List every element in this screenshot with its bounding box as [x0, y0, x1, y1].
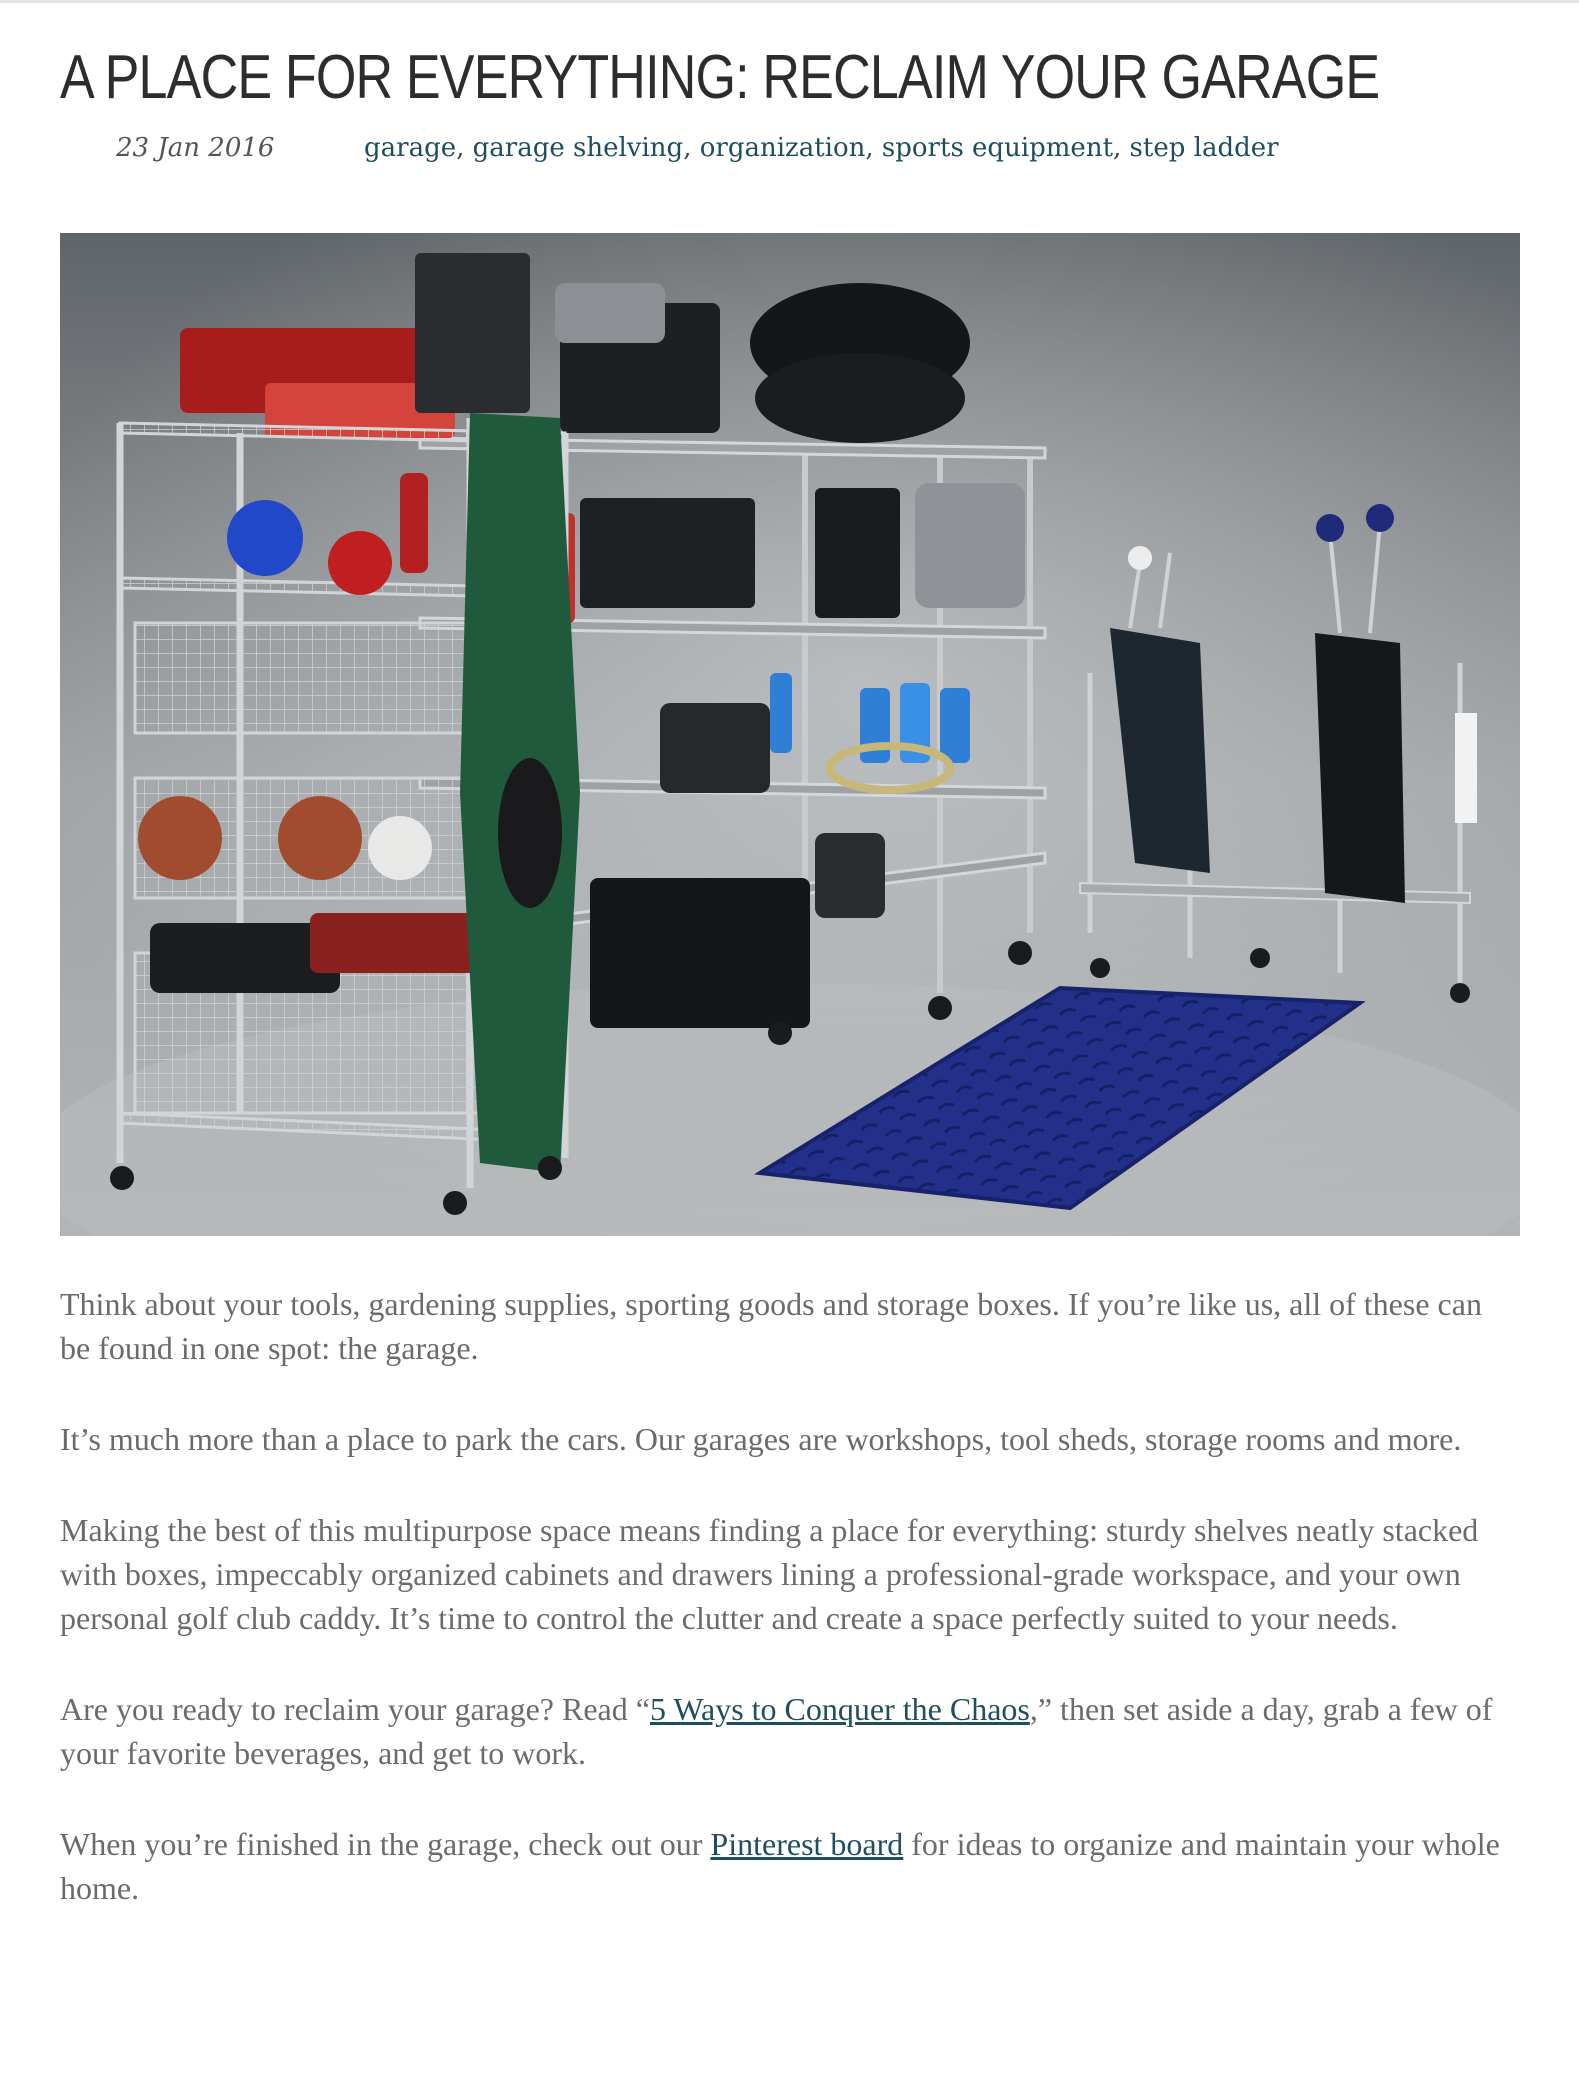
tag-link-garage-shelving[interactable]: garage shelving — [472, 133, 684, 163]
article-meta — [0, 133, 1579, 173]
tag-list: garage, garage shelving, organization, sports equipment, step ladder — [364, 133, 1279, 163]
garage-shelving-photo — [60, 233, 1520, 1236]
article-title: A PLACE FOR EVERYTHING: RECLAIM YOUR GARAGE — [60, 43, 1380, 112]
paragraph-pinterest-text-before: When you’re finished in the garage, check out our — [60, 1826, 711, 1862]
tag-link-organization[interactable]: organization — [699, 133, 866, 163]
paragraph-multipurpose: Making the best of this multipurpose space means finding a place for everything: sturdy shelves neatly stacked with boxes, impeccably organized cabinets and drawers lining a professional-grade workspace, and your own personal golf club caddy. It’s time to control the clutter and create a space perfectly suited to your needs. — [60, 1512, 1479, 1636]
paragraph-pinterest — [60, 1822, 1520, 1910]
pinterest-board-link[interactable]: Pinterest board — [710, 1826, 904, 1862]
tag-link-step-ladder[interactable]: step ladder — [1129, 133, 1279, 163]
tag-link-sports-equipment[interactable]: sports equipment — [881, 133, 1114, 163]
top-divider — [0, 0, 1579, 3]
paragraph-reclaim-text-before: Are you ready to reclaim your garage? Read “ — [60, 1691, 650, 1727]
paragraph-reclaim-text-after: ,” then set aside a day, grab a few of your favorite beverages, and get to work. — [60, 1691, 1493, 1771]
paragraph-reclaim — [60, 1687, 1520, 1775]
paragraph-intro: Think about your tools, gardening supplies, sporting goods and storage boxes. If you’re like us, all of these can be found in one spot: the garage. — [60, 1286, 1482, 1366]
paragraph-workshops: It’s much more than a place to park the cars. Our garages are workshops, tool sheds, storage rooms and more. — [60, 1421, 1462, 1457]
article-date: 23 Jan 2016 — [116, 133, 275, 163]
blue-helmet — [227, 500, 303, 576]
golf-bag-right — [1315, 633, 1405, 903]
paragraph-pinterest-text-after: for ideas to organize and maintain your whole home. — [60, 1826, 1500, 1906]
article-body — [60, 1282, 1520, 1957]
conquer-chaos-link[interactable]: 5 Ways to Conquer the Chaos — [649, 1691, 1030, 1727]
tag-link-garage[interactable]: garage — [364, 133, 457, 163]
toolbox — [580, 498, 755, 608]
